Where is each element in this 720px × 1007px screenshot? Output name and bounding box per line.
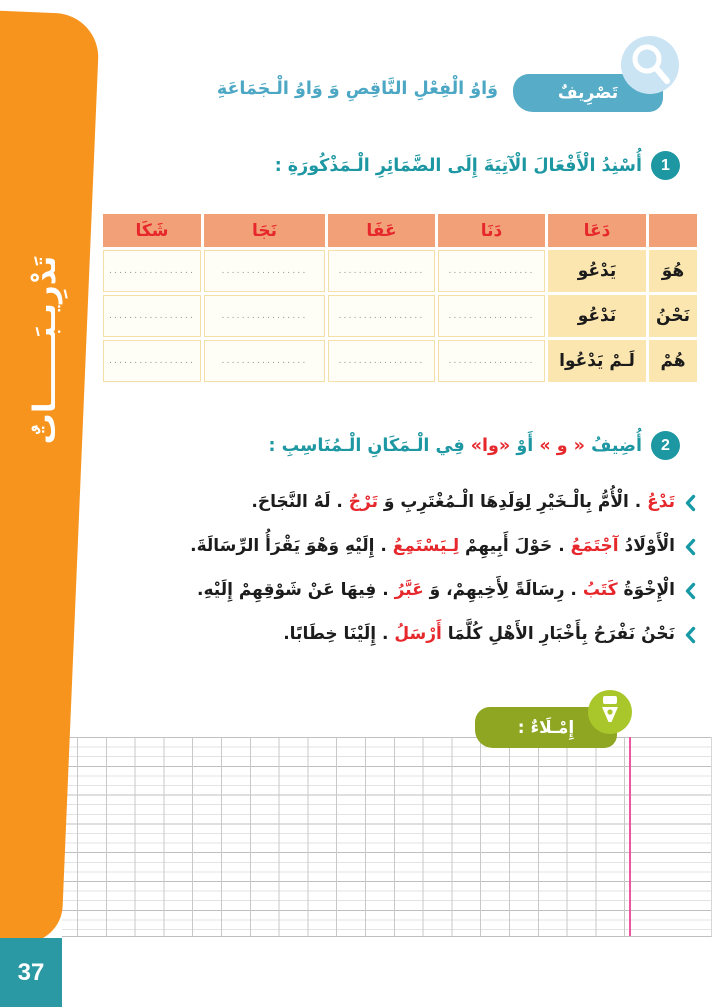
- table-header-cell: [649, 214, 697, 247]
- table-header-cell: نَجَا: [204, 214, 325, 247]
- text-segment: عَبَّرُ: [394, 580, 424, 600]
- pronoun-cell: هُمْ: [649, 340, 697, 382]
- magnifier-icon: [621, 36, 679, 94]
- text-segment: أَرْسَلُ: [394, 624, 442, 644]
- answer-blank-cell[interactable]: .................: [328, 340, 435, 382]
- text-segment: « و »: [539, 435, 585, 456]
- ruled-writing-area[interactable]: [62, 737, 712, 937]
- list-item: [197, 575, 696, 605]
- table-header-row: [103, 214, 697, 247]
- text-segment: الْإِخْوَةُ: [617, 580, 675, 600]
- table-header-cell: عَفَا: [328, 214, 435, 247]
- example-cell: لَـمْ يَدْعُوا: [548, 340, 646, 382]
- list-item: [251, 487, 696, 517]
- chevron-left-icon: [684, 494, 696, 512]
- pronoun-cell: نَحْنُ: [649, 295, 697, 337]
- table-row: [103, 250, 697, 292]
- text-segment: كَتَبُ: [582, 580, 618, 600]
- pronoun-cell: هُوَ: [649, 250, 697, 292]
- text-segment: . إِلَيْنَا خِطَابًا.: [283, 624, 395, 644]
- answer-blank-cell[interactable]: .................: [328, 295, 435, 337]
- answer-blank-cell[interactable]: .................: [204, 340, 325, 382]
- answer-blank-cell[interactable]: .................: [438, 295, 545, 337]
- answer-blank-cell[interactable]: .................: [438, 250, 545, 292]
- text-segment: . رِسَالَةً لِأَخِيهِمْ، وَ: [423, 580, 583, 600]
- exercise-2-items: [190, 487, 696, 649]
- exercise-1-number: 1: [651, 151, 680, 180]
- sidebar-label: [22, 50, 68, 650]
- list-item-text: [190, 531, 675, 561]
- list-item: [283, 619, 696, 649]
- chevron-left-icon: [684, 582, 696, 600]
- exercise-1-title: أُسْنِدُ الْأَفْعَالَ الْآتِيَةَ إِلَى الضَّمَائِرِ الْـمَذْكُورَةِ :: [274, 155, 642, 176]
- magnifier-glyph: [621, 36, 679, 94]
- text-segment: أَوْ: [510, 435, 540, 456]
- text-segment: . لَهُ النَّجَاحَ.: [251, 492, 349, 512]
- sidebar-label-text: تَدْرِيـبَــــــاتٌ: [27, 255, 63, 445]
- exercise-2-title: [269, 436, 642, 456]
- answer-blank-cell[interactable]: .................: [204, 250, 325, 292]
- conjugation-table: [100, 211, 700, 385]
- table-row: [103, 295, 697, 337]
- answer-blank-cell[interactable]: .................: [103, 295, 201, 337]
- table-body: [103, 250, 697, 382]
- text-segment: أُضِيفُ: [585, 435, 642, 456]
- text-segment: لِـيَسْتَمِعُ: [392, 536, 460, 556]
- grid-vertical-lines: [77, 737, 630, 936]
- list-item: [190, 531, 696, 561]
- exercise-2-heading: [269, 431, 680, 460]
- text-segment: . إِلَيْهِ وَهْوَ يَقْرَأُ الرِّسَالَةَ.: [190, 536, 393, 556]
- lesson-title: وَاوُ الْفِعْلِ النَّاقِصِ وَ وَاوُ الْـجَمَاعَةِ: [216, 79, 498, 99]
- answer-blank-cell[interactable]: .................: [438, 340, 545, 382]
- pen-nib-glyph: [588, 690, 632, 734]
- dictation-badge: إِمْـلَاءٌ :: [475, 707, 617, 748]
- table-header-cell: دَعَا: [548, 214, 646, 247]
- answer-blank-cell[interactable]: .................: [103, 250, 201, 292]
- text-segment: «وا»: [470, 435, 511, 456]
- answer-blank-cell[interactable]: .................: [204, 295, 325, 337]
- chevron-left-icon: [684, 538, 696, 556]
- text-segment: تَرْجُ: [348, 492, 379, 512]
- text-segment: الْأَوْلَادُ: [618, 536, 675, 556]
- pen-nib-icon: [588, 690, 632, 734]
- list-item-text: [197, 575, 675, 605]
- answer-blank-cell[interactable]: .................: [328, 250, 435, 292]
- exercise-1-heading: [275, 151, 680, 180]
- text-segment: تَدْعُ: [647, 492, 675, 512]
- chevron-left-icon: [684, 626, 696, 644]
- example-cell: نَدْعُو: [548, 295, 646, 337]
- list-item-text: [251, 487, 675, 517]
- text-segment: نَحْنُ نَفْرَحُ بِأَخْبَارِ الأَهْلِ كُلَّمَا: [441, 624, 675, 644]
- conjugation-badge: تَصْرِيفٌ: [513, 74, 663, 112]
- page-number: 37: [0, 938, 62, 1007]
- text-segment: . فِيهَا عَنْ شَوْقِهِمْ إِلَيْهِ.: [196, 580, 395, 600]
- text-segment: فِي الْـمَكَانِ الْـمُنَاسِبِ :: [268, 435, 471, 456]
- text-segment: . حَوْلَ أَبِيهِمْ: [459, 536, 571, 556]
- text-segment: آجْتَمَعُ: [570, 536, 619, 556]
- text-segment: . الْأُمُّ بِالْـخَيْرِ لِوَلَدِهَا الْـمُغْتَرِبِ وَ: [378, 492, 648, 512]
- answer-blank-cell[interactable]: .................: [103, 340, 201, 382]
- table-row: [103, 340, 697, 382]
- exercise-2-number: 2: [651, 431, 680, 460]
- table-header-cell: شَكَا: [103, 214, 201, 247]
- example-cell: يَدْعُو: [548, 250, 646, 292]
- margin-line: [629, 737, 631, 936]
- table-header-cell: دَنَا: [438, 214, 545, 247]
- list-item-text: [283, 619, 675, 649]
